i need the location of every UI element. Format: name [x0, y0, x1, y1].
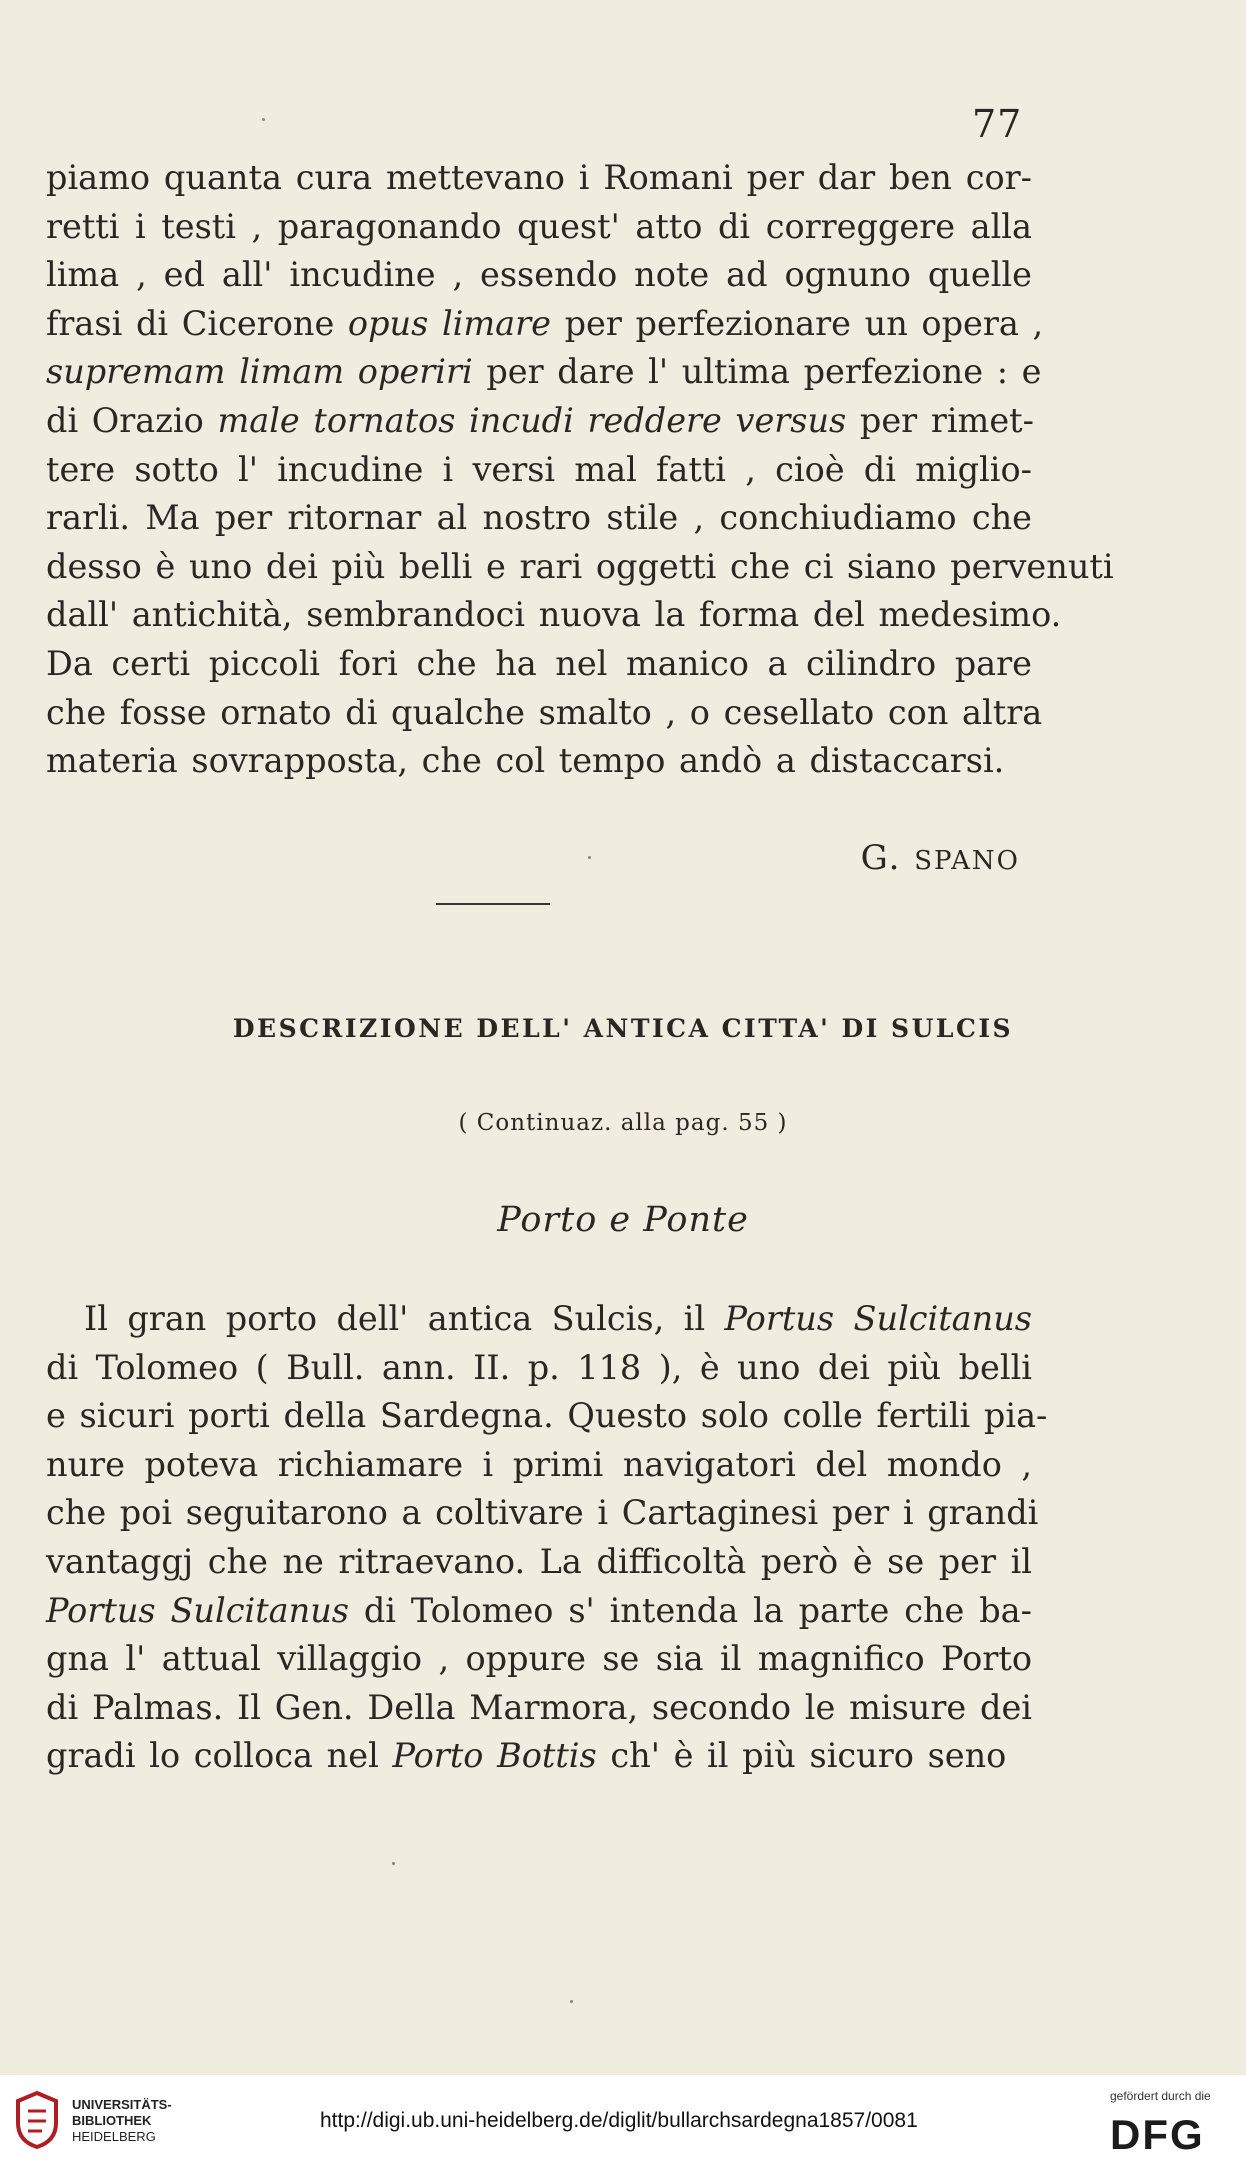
funded-by-label: gefördert durch die — [1110, 2089, 1211, 2103]
paragraph-2 — [46, 1295, 1048, 1781]
text-line: supremam limam operiri per dare l' ultima perfezione : e — [46, 352, 1042, 392]
signature-initial: G. — [860, 838, 902, 878]
text-line: gna l' attual villaggio , oppure se sia il magnifico Porto — [46, 1639, 1032, 1679]
paragraph-1 — [46, 154, 1114, 786]
paper-speck — [570, 2000, 573, 2003]
text-line: tere sotto l' incudine i versi mal fatti , cioè di miglio- — [46, 449, 1032, 489]
text-line: e sicuri porti della Sardegna. Questo solo colle fertili pia- — [46, 1396, 1048, 1436]
text-line: dall' antichità, sembrandoci nuova la forma del medesimo. — [46, 595, 1062, 635]
signature-name: SPANO — [914, 846, 1020, 876]
text-line: desso è uno dei più belli e rari oggetti che ci siano pervenuti — [46, 546, 1114, 586]
section-title: DESCRIZIONE DELL' ANTICA CITTA' DI SULCIS — [232, 1014, 1014, 1043]
dfg-logo: DFG — [1110, 2111, 1205, 2158]
section-divider — [436, 903, 550, 905]
text-line: di Orazio male tornatos incudi reddere versus per rimet- — [46, 400, 1034, 440]
text-line: retti i testi , paragonando quest' atto di correggere alla — [46, 206, 1032, 246]
continuation-note: ( Continuaz. alla pag. 55 ) — [458, 1110, 788, 1136]
text-line: gradi lo colloca nel Porto Bottis ch' è il più sicuro seno — [46, 1736, 1007, 1776]
text-line: Il gran porto dell' antica Sulcis, il Portus Sulcitanus — [84, 1299, 1032, 1338]
page-number: 77 — [972, 102, 1023, 146]
author-signature — [861, 838, 1020, 878]
text-line: di Palmas. Il Gen. Della Marmora, secondo le misure dei — [46, 1687, 1032, 1727]
text-line: che poi seguitarono a coltivare i Cartaginesi per i grandi — [46, 1493, 1039, 1533]
library-line-2: BIBLIOTHEK — [72, 2113, 152, 2128]
text-line: Da certi piccoli fori che ha nel manico a cilindro pare — [46, 643, 1032, 683]
text-line: vantaggj che ne ritraevano. La difficoltà però è se per il — [46, 1541, 1032, 1581]
text-line: frasi di Cicerone opus limare per perfezionare un opera , — [46, 303, 1044, 343]
digitization-footer — [0, 2075, 1246, 2167]
text-line: nure poteva richiamare i primi navigatori del mondo , — [46, 1444, 1032, 1484]
paper-speck — [588, 856, 591, 859]
text-line: materia sovrapposta, che col tempo andò a distaccarsi. — [46, 741, 1005, 781]
paper-speck — [262, 118, 265, 121]
paper-speck — [392, 1862, 395, 1865]
text-line: di Tolomeo ( Bull. ann. II. p. 118 ), è uno dei più belli — [46, 1347, 1032, 1387]
library-line-1: UNIVERSITÄTS- — [72, 2097, 172, 2112]
source-url[interactable]: http://digi.ub.uni-heidelberg.de/diglit/bullarchsardegna1857/0081 — [320, 2109, 918, 2132]
text-line: che fosse ornato di qualche smalto , o cesellato con altra — [46, 692, 1043, 732]
text-line: lima , ed all' incudine , essendo note ad ognuno quelle — [46, 255, 1032, 295]
university-seal-icon — [12, 2089, 62, 2151]
library-name — [72, 2097, 172, 2145]
text-line: rarli. Ma per ritornar al nostro stile , conchiudiamo che — [46, 498, 1032, 538]
text-line: Portus Sulcitanus di Tolomeo s' intenda la parte che ba- — [46, 1590, 1032, 1630]
library-line-3: HEIDELBERG — [72, 2129, 156, 2144]
text-line: piamo quanta cura mettevano i Romani per dar ben cor- — [46, 158, 1032, 197]
subsection-title: Porto e Ponte — [497, 1200, 749, 1240]
